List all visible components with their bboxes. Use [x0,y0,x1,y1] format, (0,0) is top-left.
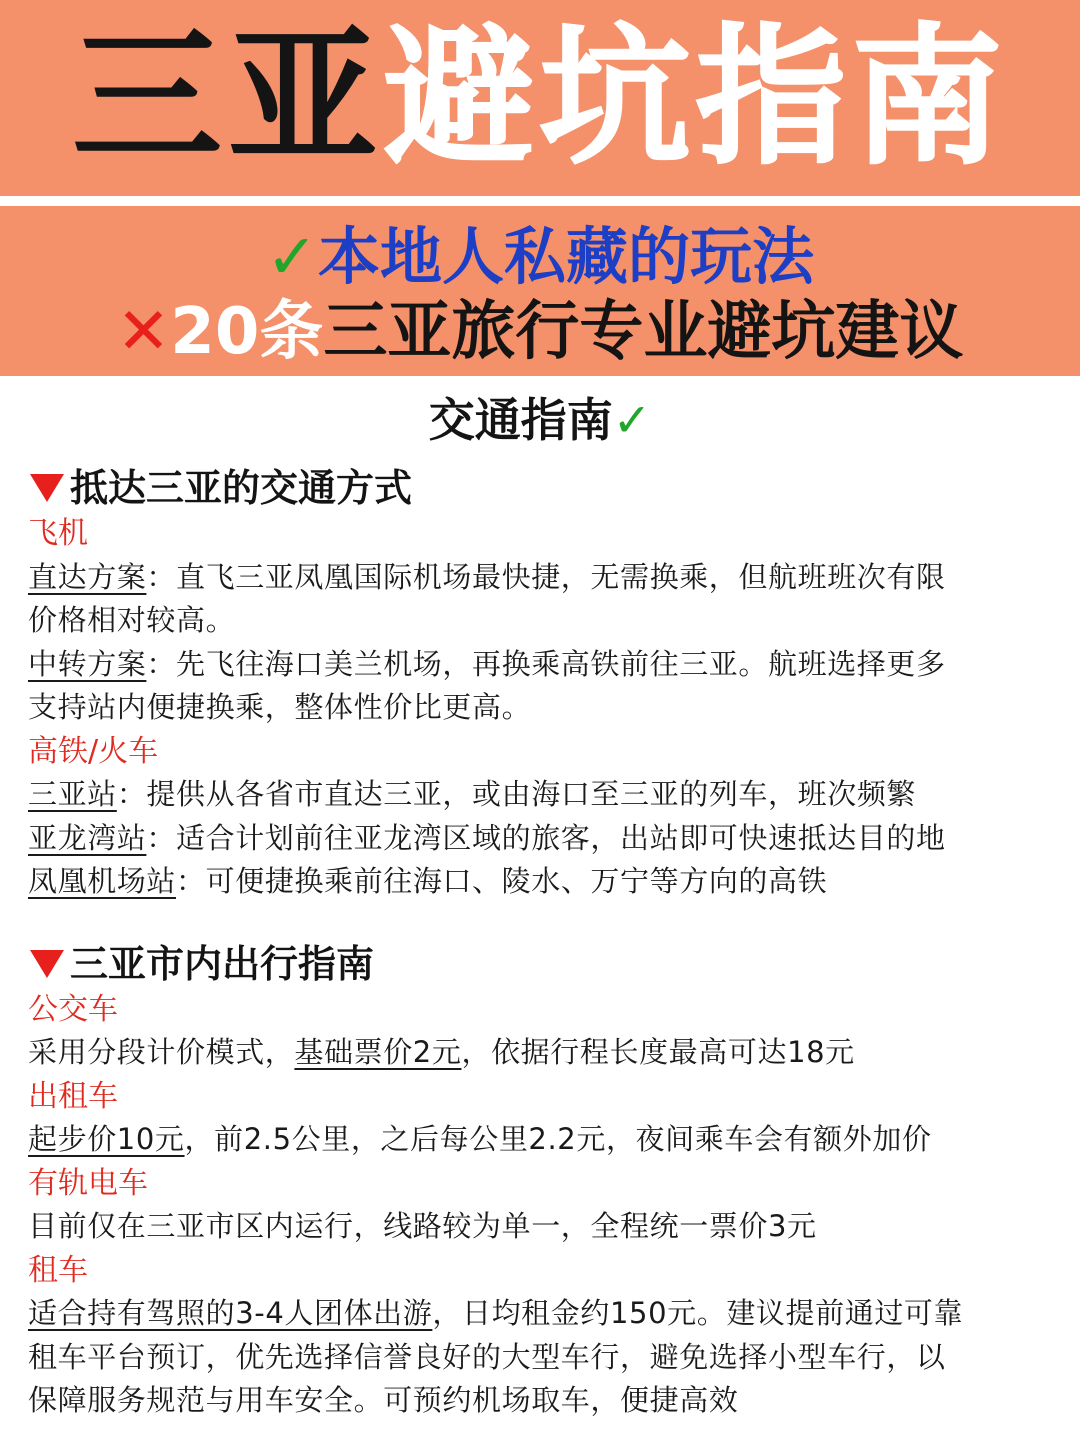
rental-post: ，日均租金约150元。建议提前通过可靠 [432,1296,964,1330]
rail-sanya-station [28,773,1058,817]
rail-sanya-text: ：提供从各省市直达三亚，或由海口至三亚的列车，班次频繁 [116,777,917,811]
flight-transfer-text: ：先飞往海口美兰机场，再换乘高铁前往三亚。航班选择更多 [146,646,946,681]
rail-airport-key: 凤凰机场站 [28,864,177,898]
title-banner [0,0,1080,196]
subtitle-local-tips: 本地人私藏的玩法 [317,220,814,293]
triangle-down-icon [30,474,64,502]
flight-transfer-key: 中转方案 [28,646,147,681]
taxi-info [28,1118,1058,1162]
subtitle-line-2 [0,295,1080,369]
subtitle-banner [0,206,1080,376]
title-sanya: 三亚 [71,11,384,185]
arrival-heading-text: 抵达三亚的交通方式 [70,466,413,510]
category-tram: 有轨电车 [28,1165,148,1201]
triangle-down-icon [30,950,64,978]
section-title-text: 交通指南 [428,393,613,447]
category-rental: 租车 [28,1252,88,1288]
rental-info-3: 保障服务规范与用车安全。可预约机场取车，便捷高效 [28,1383,739,1417]
bus-pre: 采用分段计价模式， [28,1035,295,1069]
rail-yalongwan-text: ：适合计划前往亚龙湾区域的旅客，出站即可快速抵达目的地 [146,820,946,855]
title-guide: 避坑指南 [384,11,1009,185]
city-heading-text: 三亚市内出行指南 [70,941,375,986]
taxi-post: ，前2.5公里，之后每公里2.2元，夜间乘车会有额外加价 [184,1122,932,1156]
rail-sanya-key: 三亚站 [28,777,117,811]
rental-info-2: 租车平台预订，优先选择信誉良好的大型车行，避免选择小型车行，以 [28,1339,946,1374]
rental-info [28,1292,1058,1336]
city-heading [28,940,1058,988]
rental-key: 适合持有驾照的3-4人团体出游 [28,1296,433,1330]
subtitle-count: 20条 [170,295,324,369]
cross-icon: ✕ [116,295,171,369]
check-icon: ✓ [266,220,318,293]
tram-info: 目前仅在三亚市区内运行，线路较为单一，全程统一票价3元 [28,1209,817,1243]
check-icon: ✓ [612,393,652,447]
flight-transfer [28,643,1058,687]
subtitle-advice: 三亚旅行专业避坑建议 [323,295,964,369]
bus-info [28,1031,1058,1075]
banner-divider [0,196,1080,206]
category-bus: 公交车 [28,991,118,1027]
flight-direct [28,556,1058,600]
content [28,464,1058,1423]
category-flight: 飞机 [28,516,88,551]
flight-direct-cont: 价格相对较高。 [28,603,236,637]
bus-fare: 基础票价2元 [294,1035,462,1069]
category-taxi: 出租车 [28,1078,118,1114]
flight-direct-key: 直达方案 [28,559,147,594]
arrival-heading [28,464,1058,512]
taxi-fare: 起步价10元 [28,1122,185,1156]
rail-airport-station [28,860,1058,904]
flight-direct-text: ：直飞三亚凤凰国际机场最快捷，无需换乘，但航班班次有限 [146,559,946,594]
flight-transfer-cont: 支持站内便捷换乘，整体性价比更高。 [28,690,532,724]
bus-post: ，依据行程长度最高可达18元 [461,1035,855,1069]
rail-yalongwan-key: 亚龙湾站 [28,820,147,855]
subtitle-line-1 [0,220,1080,293]
section-spacer [28,904,1058,940]
section-title [0,392,1080,448]
category-rail: 高铁/火车 [28,733,159,769]
rail-airport-text: ：可便捷换乘前往海口、陵水、万宁等方向的高铁 [176,864,828,898]
rail-yalongwan-station [28,817,1058,861]
